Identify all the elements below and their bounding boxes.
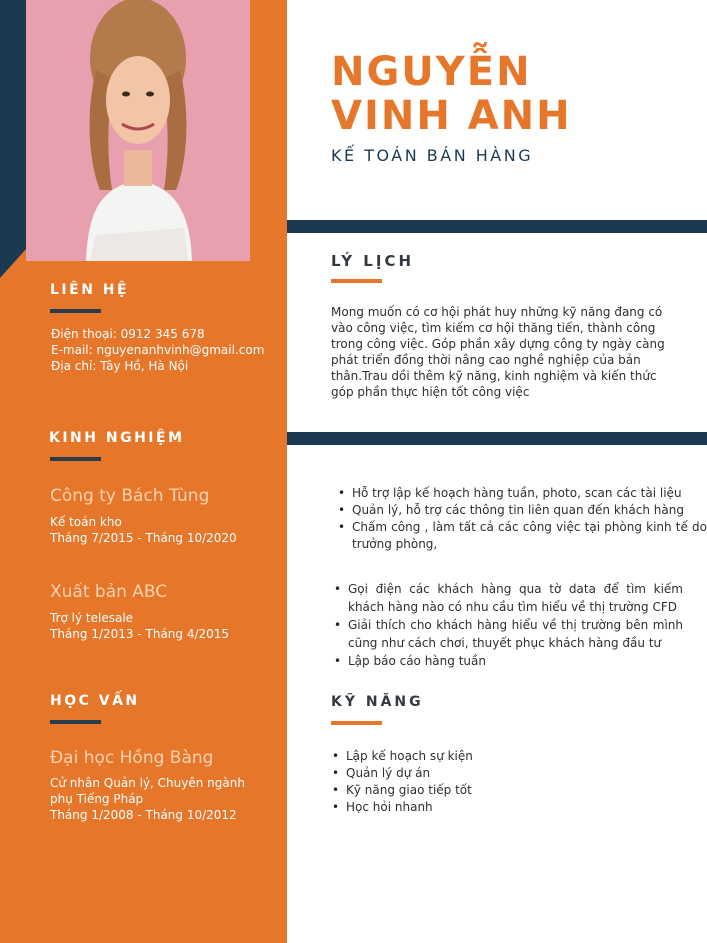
job-2-meta — [50, 610, 280, 642]
top-divider-bar — [287, 220, 707, 233]
profile-divider — [331, 279, 382, 283]
candidate-name — [331, 50, 572, 138]
job-title: KẾ TOÁN BÁN HÀNG — [331, 146, 534, 165]
job-1-period: Tháng 7/2015 - Tháng 10/2020 — [50, 531, 237, 545]
skill-item: • Lập kế hoạch sự kiện — [346, 748, 666, 765]
skills-list — [328, 748, 666, 816]
skills-divider — [331, 721, 382, 725]
job-2-period: Tháng 1/2013 - Tháng 4/2015 — [50, 627, 230, 641]
contact-phone: Điện thoại: 0912 345 678 — [51, 327, 205, 341]
job-1-duty: • Hỗ trợ lập kế hoạch hàng tuần, photo, scan các tài liệu — [352, 485, 707, 502]
profile-heading: LÝ LỊCH — [331, 252, 415, 270]
contact-address: Địa chỉ: Tây Hồ, Hà Nội — [51, 359, 189, 373]
skills-heading: KỸ NĂNG — [331, 694, 424, 710]
job-1-meta — [50, 514, 280, 546]
skill-item: • Quản lý dự án — [346, 765, 666, 782]
skill-item: • Kỹ năng giao tiếp tốt — [346, 782, 666, 799]
education-period: Tháng 1/2008 - Tháng 10/2012 — [50, 808, 237, 822]
education-degree: Cử nhân Quản lý, Chuyên ngành phụ Tiếng Pháp — [50, 776, 245, 806]
name-line-1: NGUYỄN — [331, 49, 532, 95]
skill-item: • Học hỏi nhanh — [346, 799, 666, 816]
job-2-company: Xuất bản ABC — [50, 582, 168, 602]
job-2-role: Trợ lý telesale — [50, 611, 134, 625]
contact-info — [51, 326, 281, 374]
contact-divider — [50, 309, 101, 313]
education-heading: HỌC VẤN — [50, 693, 140, 709]
experience-heading: KINH NGHIỆM — [49, 430, 185, 446]
job-2-duties — [330, 580, 683, 670]
job-2-duty: • Lập báo cáo hàng tuần — [348, 652, 683, 670]
job-1-role: Kế toán kho — [50, 515, 122, 529]
contact-heading: LIÊN HỆ — [50, 282, 130, 298]
job-1-duty: • Chấm công , làm tất cả các công việc tại phòng kinh tế do trưởng phòng, — [352, 519, 707, 553]
experience-divider — [50, 457, 101, 461]
education-divider — [50, 720, 101, 724]
education-school: Đại học Hồng Bàng — [50, 748, 214, 768]
education-meta — [50, 775, 255, 823]
profile-text: Mong muốn có cơ hội phát huy những kỹ năng đang có vào công việc, tìm kiếm cơ hội thăng tiến, thành công trong công việc. Góp phần xây dựng công ty ngày càng phát triển đồng thời nâng cao nghề nghiệp của bản thân.Trau dồi thêm kỹ năng, kinh nghiệm và kiến thức góp phần thực hiện tốt công việc — [331, 305, 665, 399]
name-line-2: VINH ANH — [331, 93, 572, 139]
contact-email: E-mail: nguyenanhvinh@gmail.com — [51, 343, 265, 357]
job-2-duty: • Giải thích cho khách hàng hiểu về thị trường bên mình cũng như cách chơi, thuyết phục khách hàng đầu tư — [348, 616, 683, 652]
job-2-duty: • Gọi điện các khách hàng qua tờ data để tìm kiếm khách hàng nào có nhu cầu tìm hiểu về thị trường CFD — [348, 580, 683, 616]
job-1-duty: • Quản lý, hỗ trợ các thông tin liên quan đến khách hàng — [352, 502, 707, 519]
job-1-company: Công ty Bách Tùng — [50, 486, 210, 506]
middle-divider-bar — [287, 432, 707, 445]
profile-photo — [26, 0, 250, 261]
job-1-duties — [334, 485, 707, 553]
